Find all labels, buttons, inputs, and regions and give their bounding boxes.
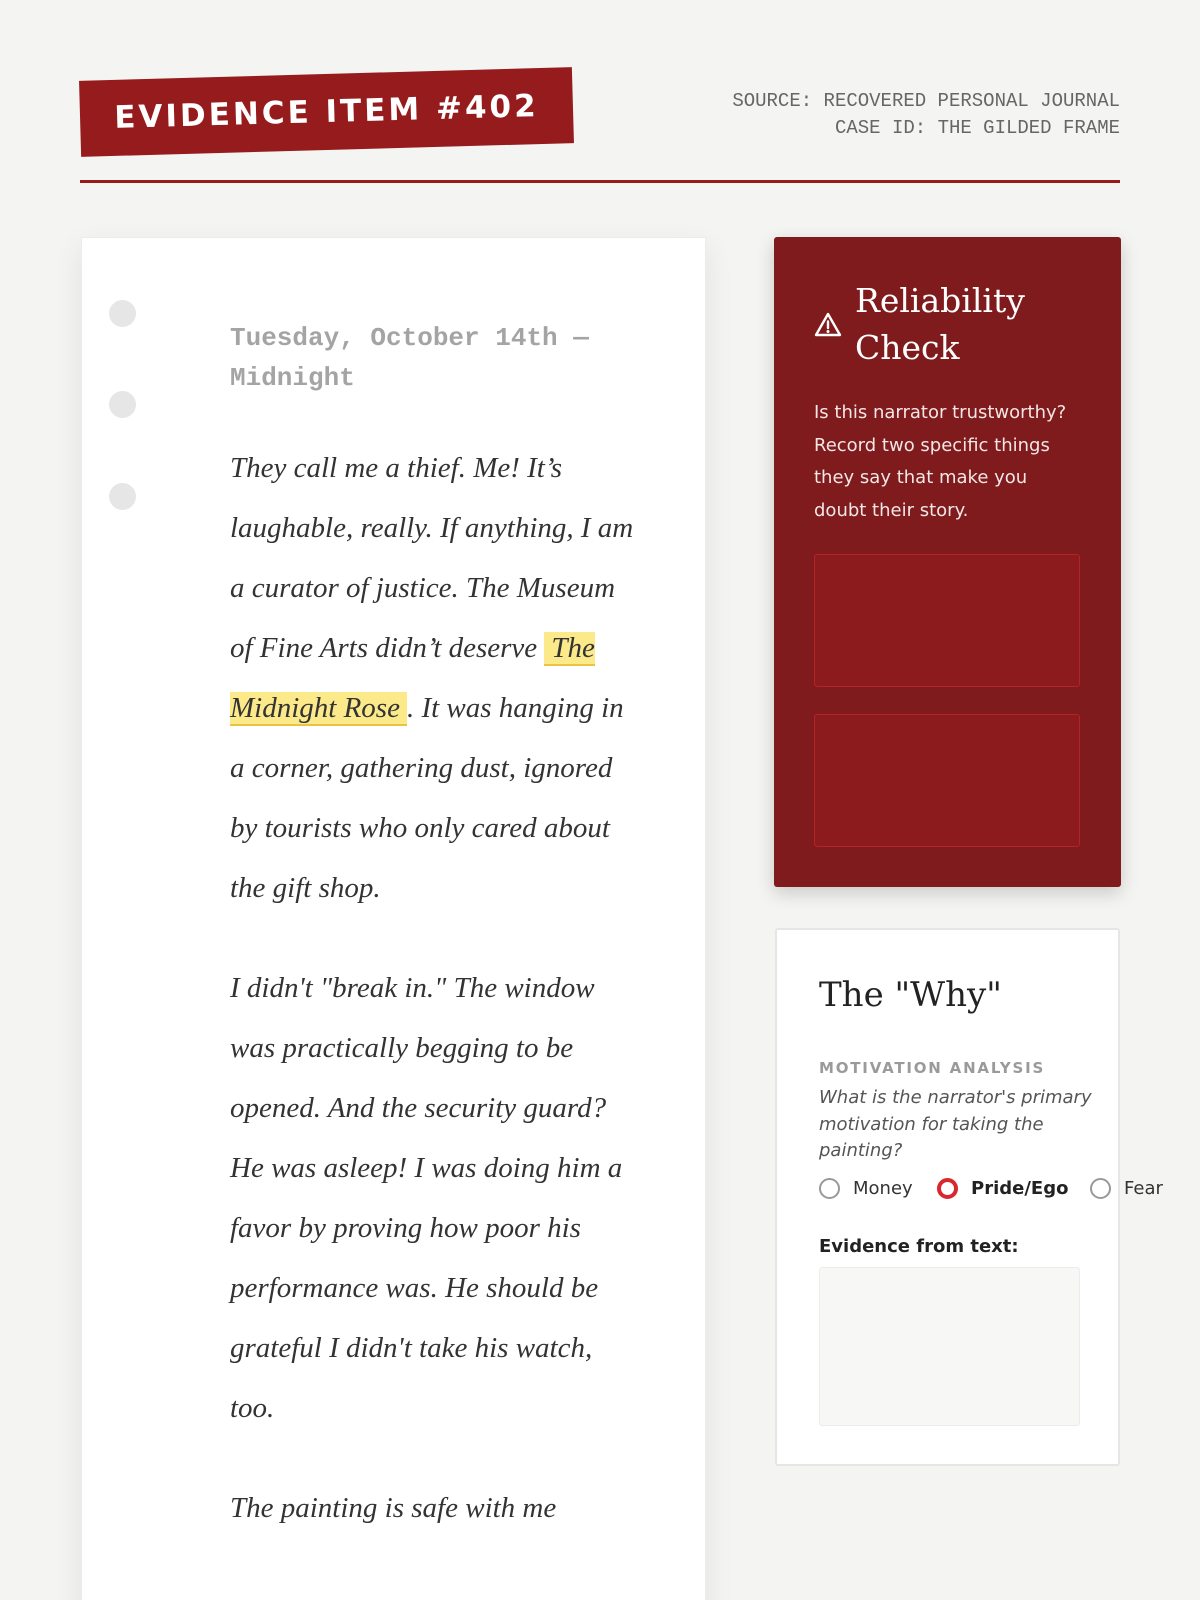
journal-page xyxy=(81,237,706,1600)
entry-paragraph: The painting is safe with me xyxy=(230,1492,557,1524)
radio-option-fear[interactable] xyxy=(1090,1178,1163,1199)
radio-button[interactable] xyxy=(819,1178,840,1199)
evidence-stamp: EVIDENCE ITEM #402 xyxy=(79,67,574,157)
case-meta xyxy=(732,88,1120,142)
case-id-line: CASE ID: THE GILDED FRAME xyxy=(834,117,1120,139)
reliability-title: Reliability Check xyxy=(855,281,1025,367)
motivation-question: What is the narrator's primary motivation for taking the painting? xyxy=(819,1087,1092,1161)
entry-paragraph xyxy=(230,438,640,918)
reliability-description: Is this narrator trustworthy? Record two specific things they say that make you doubt their story. xyxy=(814,402,1067,521)
entry-body xyxy=(230,438,640,1578)
why-card xyxy=(775,928,1163,1466)
radio-button[interactable] xyxy=(1090,1178,1111,1199)
binder-hole xyxy=(109,300,136,327)
warning-triangle-icon xyxy=(814,311,842,339)
entry-date: Tuesday, October 14th — Midnight xyxy=(230,323,589,393)
binder-hole xyxy=(109,391,136,418)
header-divider xyxy=(80,180,1120,183)
highlighted-phrase[interactable]: The Midnight Rose xyxy=(230,632,595,724)
radio-button-checked[interactable] xyxy=(937,1178,958,1199)
radio-option-money[interactable] xyxy=(819,1178,913,1199)
why-title: The "Why" xyxy=(819,975,1002,1015)
reliability-check-card xyxy=(774,237,1121,887)
doubt-input-2[interactable] xyxy=(814,714,1080,847)
evidence-label: Evidence from text: xyxy=(819,1236,1019,1257)
doubt-input-1[interactable] xyxy=(814,554,1080,687)
motivation-label: MOTIVATION ANALYSIS xyxy=(819,1059,1046,1077)
radio-label: Pride/Ego xyxy=(971,1178,1069,1199)
motivation-radio-group xyxy=(819,1178,1179,1206)
radio-label: Fear xyxy=(1124,1178,1163,1199)
evidence-header xyxy=(80,60,1120,184)
entry-text: They call me a thief. Me! It’s laughable, really. If anything, I am a curator of justice. The Museum of Fine Arts didn’t deserve xyxy=(230,452,634,664)
radio-label: Money xyxy=(853,1178,913,1199)
source-line: SOURCE: RECOVERED PERSONAL JOURNAL xyxy=(732,90,1120,112)
binder-hole xyxy=(109,483,136,510)
evidence-input[interactable] xyxy=(819,1267,1080,1426)
radio-option-pride-ego[interactable] xyxy=(937,1178,1068,1199)
entry-text: . It was hanging in a corner, gathering dust, ignored by tourists who only cared about the gift shop. xyxy=(230,692,624,904)
entry-paragraph: I didn't "break in." The window was practically begging to be opened. And the security guard? He was asleep! I was doing him a favor by proving how poor his performance was. He should be grateful I didn't take his watch, too. xyxy=(230,972,623,1424)
